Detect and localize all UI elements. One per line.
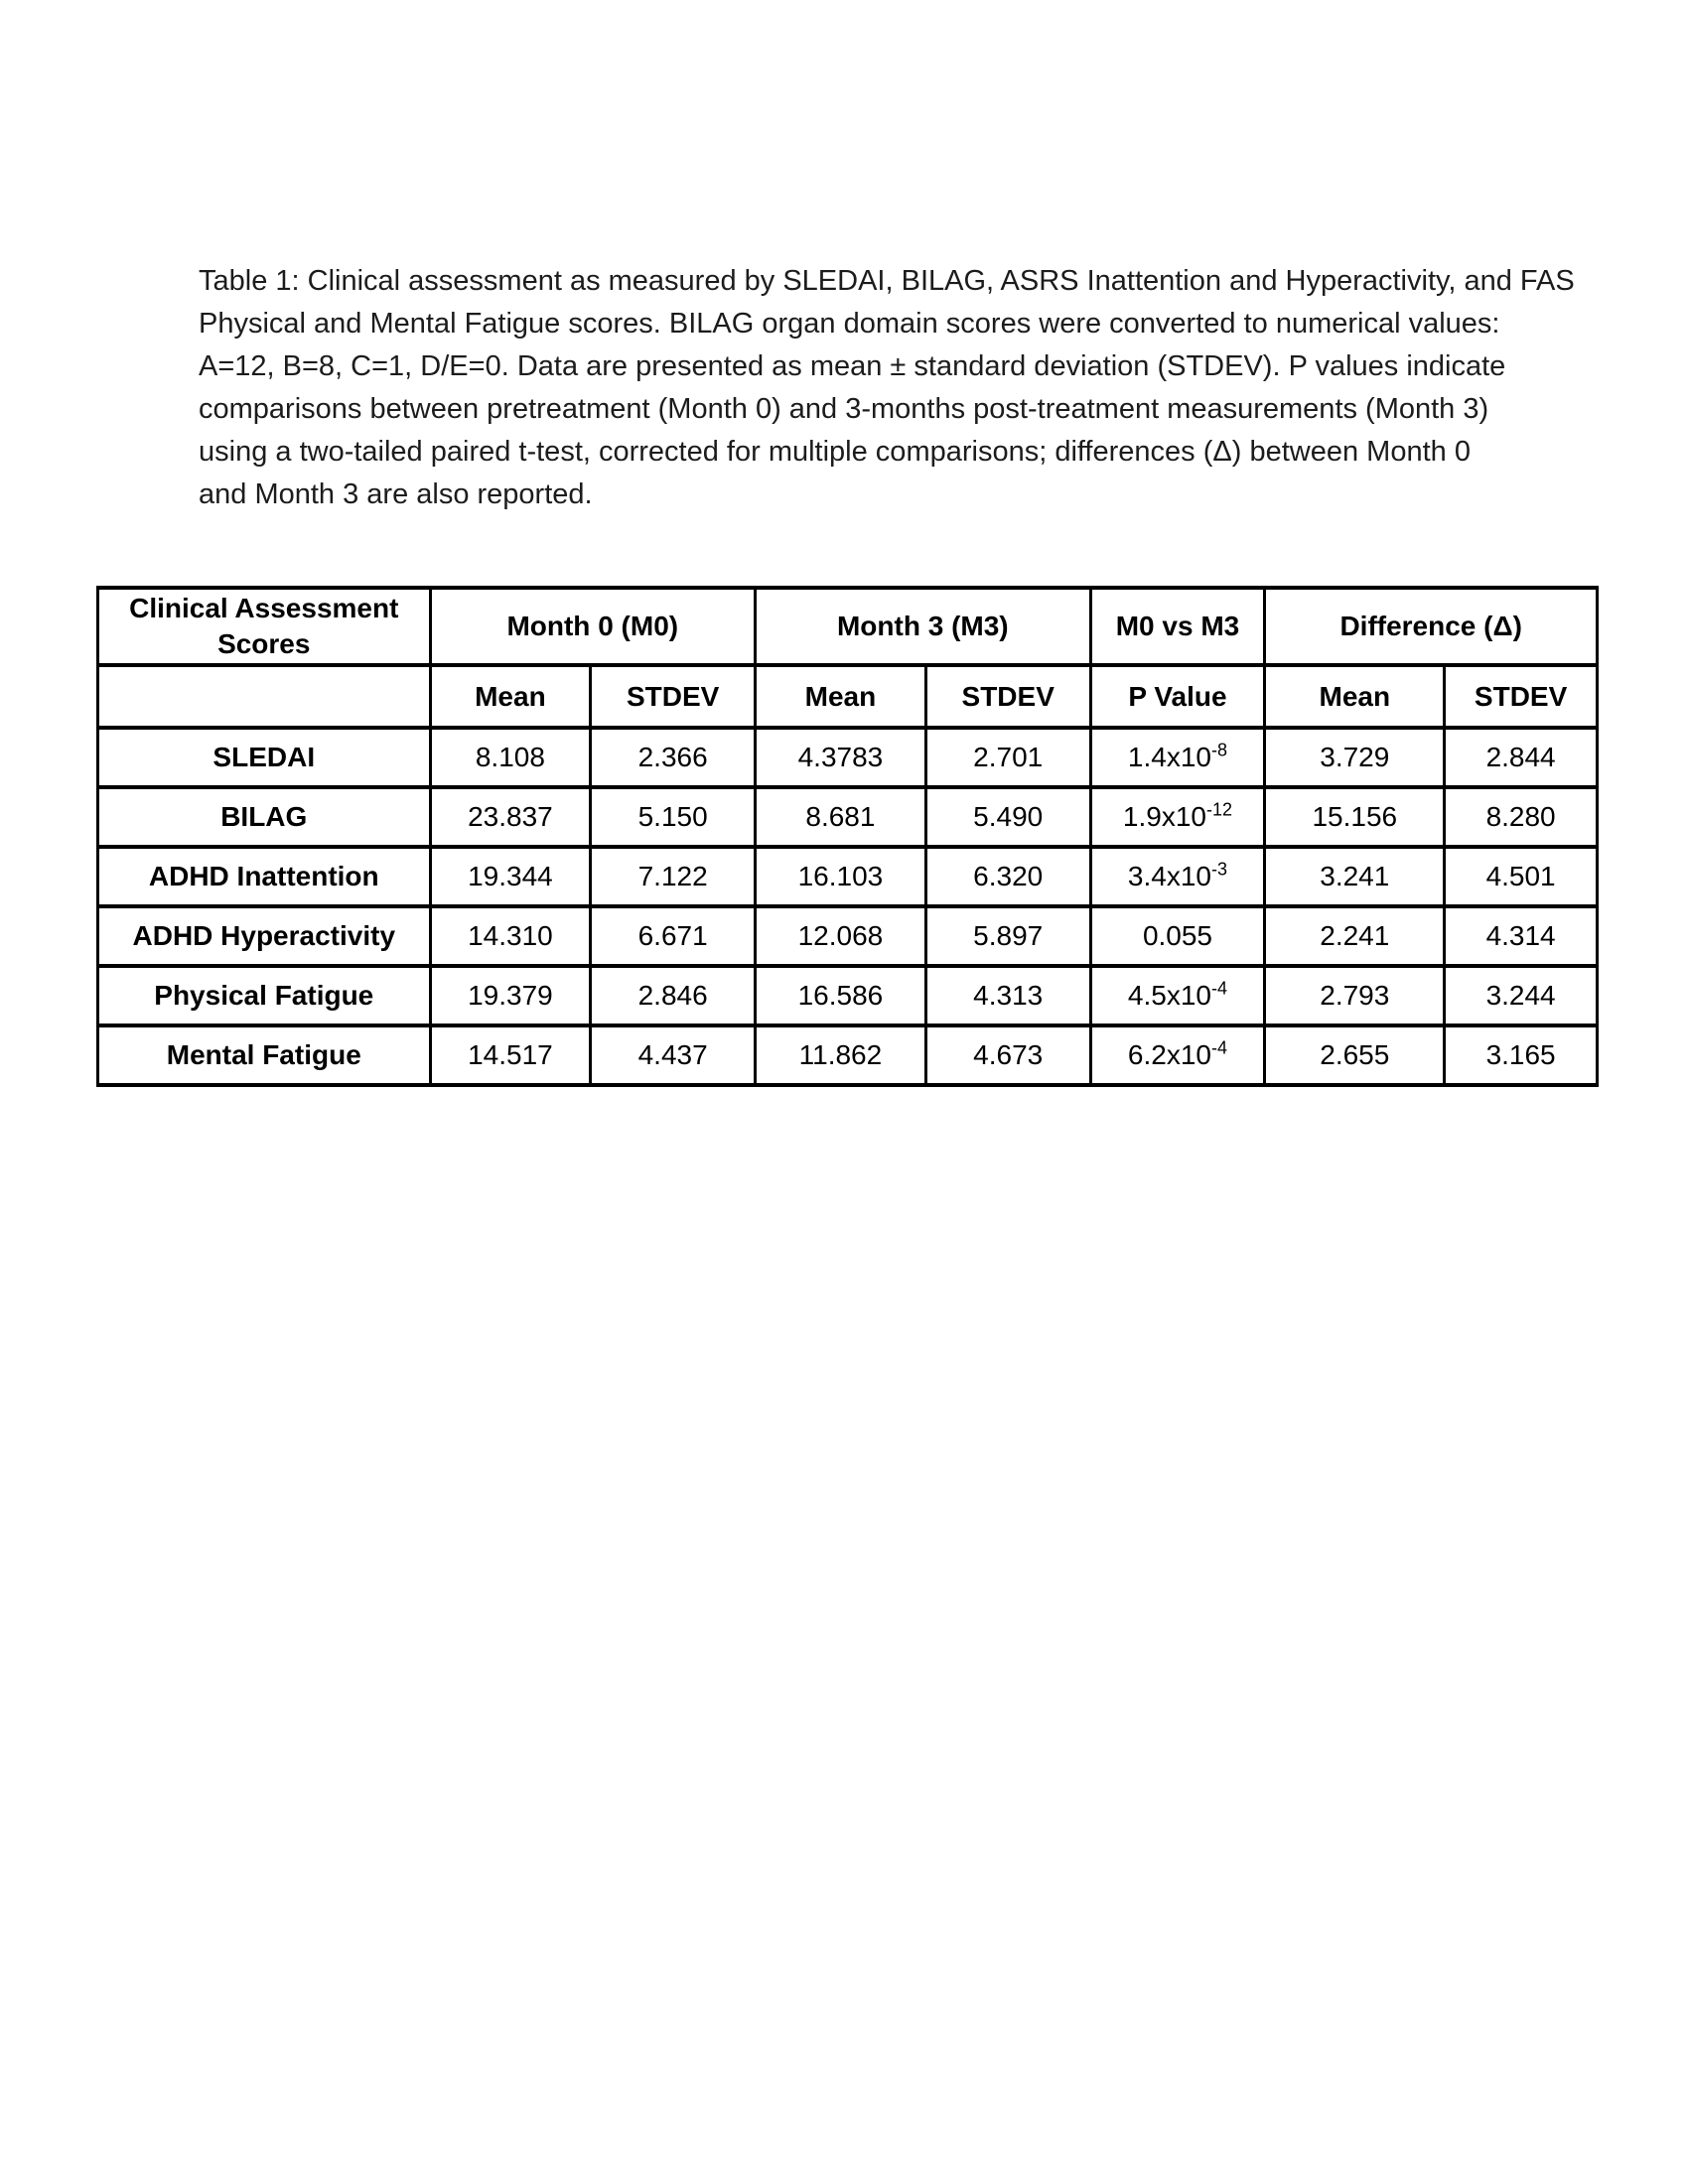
table-row-mental-fatigue — [98, 1025, 1598, 1085]
caption-line: Physical and Mental Fatigue scores. BILAG organ domain scores were converted to numerical values: — [199, 308, 1500, 340]
p-value-exponent: -4 — [1211, 1037, 1228, 1058]
row-label: SLEDAI — [98, 728, 431, 787]
p-value-base: 0.055 — [1142, 920, 1213, 951]
table-row-sledai — [98, 728, 1598, 787]
m3-mean-cell: 8.681 — [756, 787, 926, 847]
m3-mean-cell: 4.3783 — [756, 728, 926, 787]
diff-mean-cell: 3.241 — [1265, 847, 1445, 906]
m0-stdev-cell: 5.150 — [591, 787, 756, 847]
m3-stdev-cell: 4.313 — [925, 966, 1090, 1025]
caption-line: A=12, B=8, C=1, D/E=0. Data are presented as mean ± standard deviation (STDEV). P values indicate — [199, 350, 1506, 382]
header-diff-stdev: STDEV — [1445, 665, 1598, 728]
table-row-bilag — [98, 787, 1598, 847]
table-row-adhd-hyperactivity — [98, 906, 1598, 966]
m0-mean-cell: 23.837 — [430, 787, 591, 847]
diff-mean-cell: 2.655 — [1265, 1025, 1445, 1085]
header-month3: Month 3 (M3) — [756, 588, 1091, 665]
diff-stdev-cell: 8.280 — [1445, 787, 1598, 847]
m0-stdev-cell: 6.671 — [591, 906, 756, 966]
header-difference: Difference (Δ) — [1265, 588, 1598, 665]
table-row-physical-fatigue — [98, 966, 1598, 1025]
caption-line: Table 1: Clinical assessment as measured by SLEDAI, BILAG, ASRS Inattention and Hyperactivity, and FAS — [199, 265, 1575, 297]
m3-stdev-cell: 4.673 — [925, 1025, 1090, 1085]
header-sub-row — [98, 665, 1598, 728]
p-value-cell — [1090, 787, 1265, 847]
p-value-base: 1.4x10 — [1127, 742, 1211, 772]
m0-mean-cell: 14.310 — [430, 906, 591, 966]
diff-stdev-cell: 3.244 — [1445, 966, 1598, 1025]
p-value-cell — [1090, 906, 1265, 966]
caption-line: comparisons between pretreatment (Month 0) and 3-months post-treatment measurements (Month 3) — [199, 393, 1489, 425]
caption-line: using a two-tailed paired t-test, corrected for multiple comparisons; differences (Δ) between Month 0 — [199, 436, 1471, 468]
m0-mean-cell: 19.379 — [430, 966, 591, 1025]
row-label: Physical Fatigue — [98, 966, 431, 1025]
m3-mean-cell: 11.862 — [756, 1025, 926, 1085]
m3-stdev-cell: 5.897 — [925, 906, 1090, 966]
table-caption — [199, 260, 1575, 516]
m0-mean-cell: 14.517 — [430, 1025, 591, 1085]
header-m0-mean: Mean — [430, 665, 591, 728]
m3-mean-cell: 16.103 — [756, 847, 926, 906]
p-value-base: 6.2x10 — [1127, 1039, 1211, 1070]
clinical-assessment-table-container — [96, 586, 1599, 1087]
m0-mean-cell: 19.344 — [430, 847, 591, 906]
header-m0-vs-m3: M0 vs M3 — [1090, 588, 1265, 665]
diff-stdev-cell: 4.314 — [1445, 906, 1598, 966]
p-value-base: 4.5x10 — [1127, 980, 1211, 1011]
diff-stdev-cell: 3.165 — [1445, 1025, 1598, 1085]
header-m0-stdev: STDEV — [591, 665, 756, 728]
diff-mean-cell: 2.793 — [1265, 966, 1445, 1025]
p-value-cell — [1090, 728, 1265, 787]
m0-stdev-cell: 4.437 — [591, 1025, 756, 1085]
header-month0: Month 0 (M0) — [430, 588, 756, 665]
m3-stdev-cell: 5.490 — [925, 787, 1090, 847]
diff-mean-cell: 15.156 — [1265, 787, 1445, 847]
row-label: ADHD Inattention — [98, 847, 431, 906]
m3-stdev-cell: 2.701 — [925, 728, 1090, 787]
header-empty-cell — [98, 665, 431, 728]
diff-mean-cell: 3.729 — [1265, 728, 1445, 787]
m3-mean-cell: 16.586 — [756, 966, 926, 1025]
p-value-exponent: -8 — [1211, 740, 1228, 760]
diff-mean-cell: 2.241 — [1265, 906, 1445, 966]
p-value-cell — [1090, 847, 1265, 906]
header-scores: Clinical Assessment Scores — [98, 588, 431, 665]
header-m3-mean: Mean — [756, 665, 926, 728]
p-value-exponent: -12 — [1206, 799, 1233, 820]
diff-stdev-cell: 2.844 — [1445, 728, 1598, 787]
row-label: Mental Fatigue — [98, 1025, 431, 1085]
header-m3-stdev: STDEV — [925, 665, 1090, 728]
p-value-base: 1.9x10 — [1122, 801, 1206, 832]
row-label: ADHD Hyperactivity — [98, 906, 431, 966]
m0-stdev-cell: 2.366 — [591, 728, 756, 787]
row-label: BILAG — [98, 787, 431, 847]
table-row-adhd-inattention — [98, 847, 1598, 906]
p-value-cell — [1090, 1025, 1265, 1085]
p-value-base: 3.4x10 — [1127, 861, 1211, 891]
p-value-cell — [1090, 966, 1265, 1025]
p-value-exponent: -3 — [1211, 859, 1228, 880]
clinical-assessment-table — [96, 586, 1599, 1087]
p-value-exponent: -4 — [1211, 978, 1228, 999]
m0-stdev-cell: 2.846 — [591, 966, 756, 1025]
caption-line: and Month 3 are also reported. — [199, 478, 593, 510]
m0-mean-cell: 8.108 — [430, 728, 591, 787]
m3-mean-cell: 12.068 — [756, 906, 926, 966]
m3-stdev-cell: 6.320 — [925, 847, 1090, 906]
header-diff-mean: Mean — [1265, 665, 1445, 728]
header-p-value: P Value — [1090, 665, 1265, 728]
header-group-row — [98, 588, 1598, 665]
m0-stdev-cell: 7.122 — [591, 847, 756, 906]
diff-stdev-cell: 4.501 — [1445, 847, 1598, 906]
